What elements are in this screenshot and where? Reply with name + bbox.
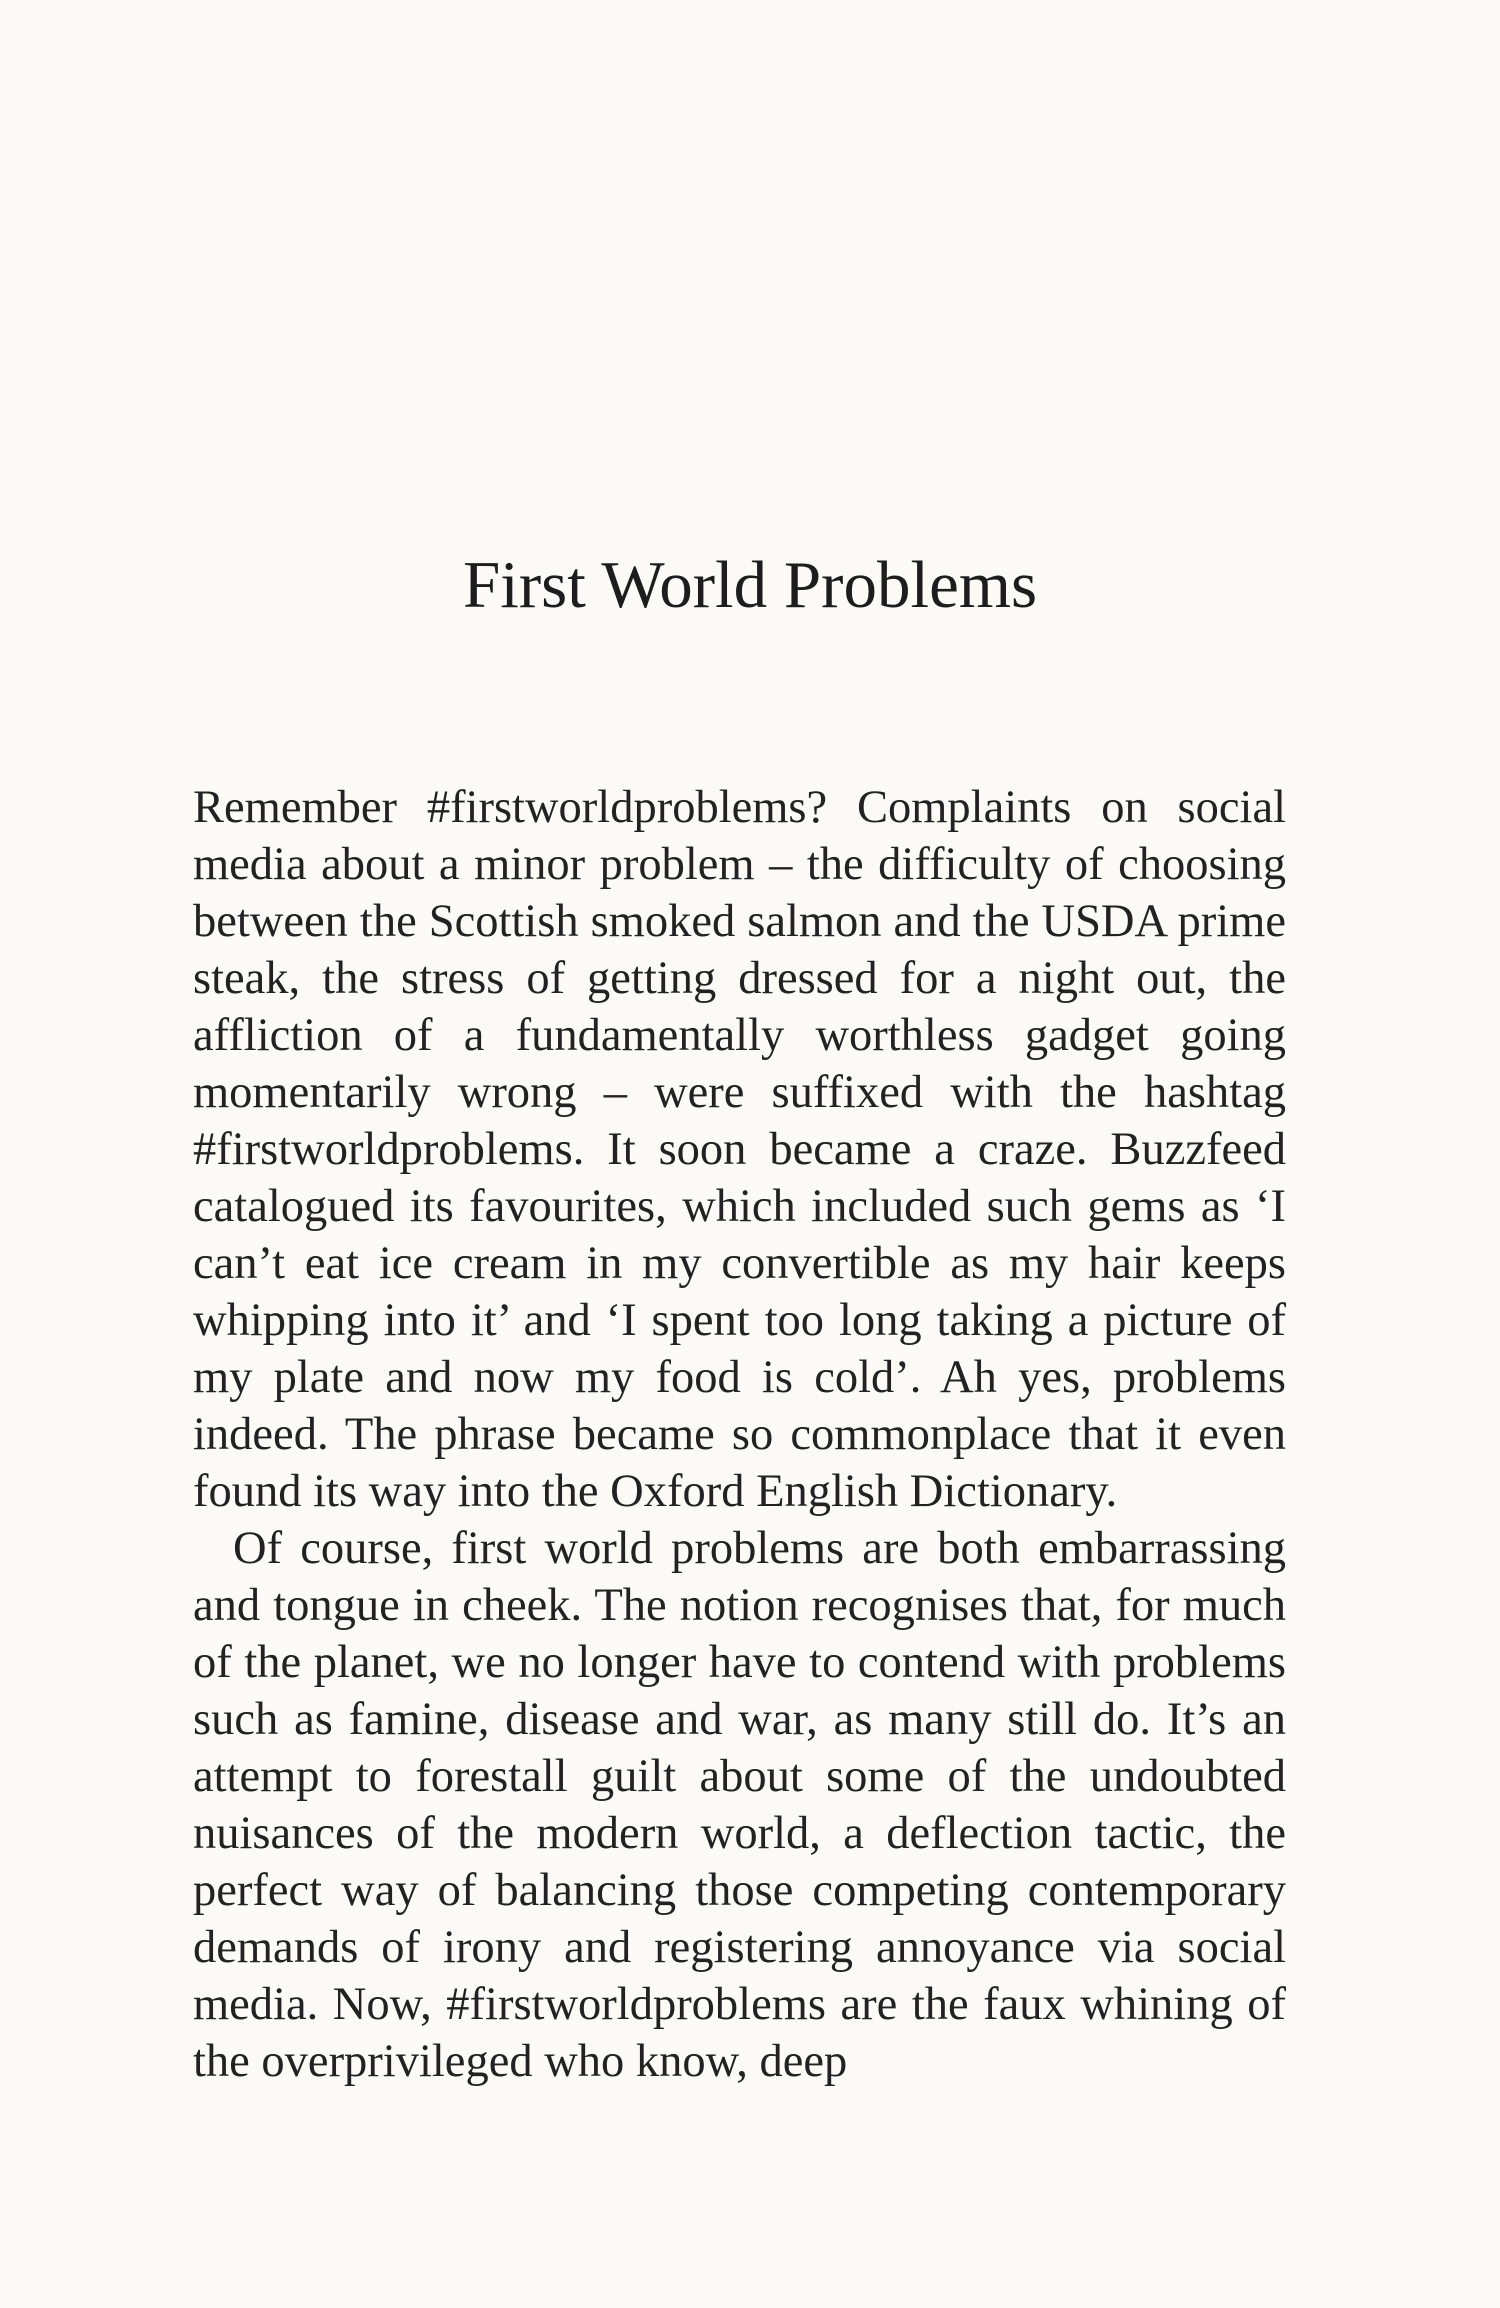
- paragraph-1: Remember #firstworldproblems? Complaints on social media about a minor problem – the difficulty of choosing between the Scottish smoked salmon and the USDA prime steak, the stress of getting dressed for a night out, the affliction of a fundamentally worthless gadget going momentarily wrong – were suffixed with the hashtag #firstworldproblems. It soon became a craze. Buzzfeed catalogued its favourites, which included such gems as ‘I can’t eat ice cream in my convertible as my hair keeps whipping into it’ and ‘I spent too long taking a picture of my plate and now my food is cold’. Ah yes, problems indeed. The phrase became so commonplace that it even found its way into the Oxford English Dictionary.: [193, 782, 1286, 1517]
- chapter-title: First World Problems: [462, 548, 1038, 622]
- body-text: [193, 779, 1286, 2090]
- paragraph-2: Of course, first world problems are both embarrassing and tongue in cheek. The notion recognises that, for much of the planet, we no longer have to contend with problems such as famine, disease and war, as many still do. It’s an attempt to forestall guilt about some of the undoubted nuisances of the modern world, a deflection tactic, the perfect way of balancing those competing contemporary demands of irony and registering annoyance via social media. Now, #firstworldproblems are the faux whining of the overprivileged who know, deep: [193, 1523, 1286, 2087]
